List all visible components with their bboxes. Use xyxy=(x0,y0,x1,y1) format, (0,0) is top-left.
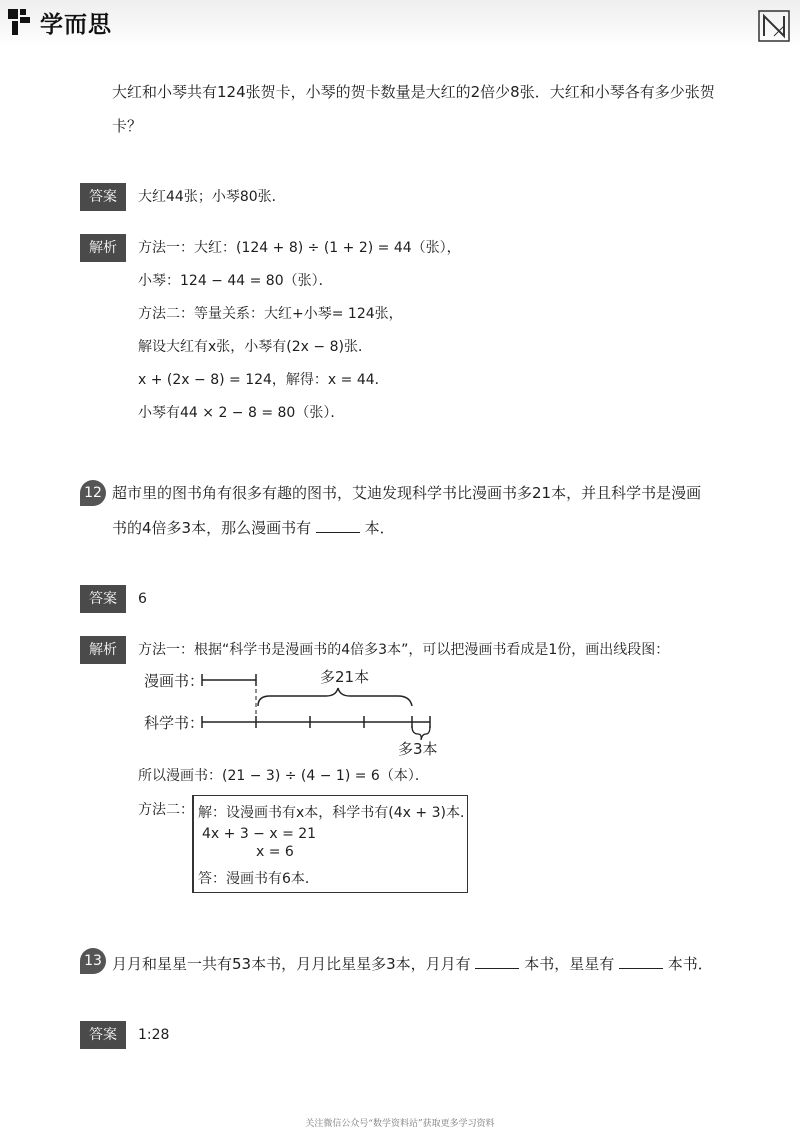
q12-so-line: 所以漫画书：(21 − 3) ÷ (4 − 1) = 6（本）． xyxy=(138,768,429,784)
solution-line: 答：漫画书有6本． xyxy=(198,871,319,887)
q13-answer: 1:28 xyxy=(138,1027,170,1043)
solution-line: 4x + 3 − x = 21 xyxy=(202,826,317,842)
logo-mark-icon xyxy=(6,7,36,37)
q12-analysis-tag: 解析 xyxy=(80,636,126,664)
logo-text: 学而思 xyxy=(40,12,112,38)
q11-analysis-line: 小琴有44 × 2 − 8 = 80（张）． xyxy=(138,405,345,421)
q11-question-line1: 大红和小琴共有124张贺卡，小琴的贺卡数量是大红的2倍少8张．大红和小琴各有多少张贺 xyxy=(112,83,715,101)
diagram-label-more21: 多21本 xyxy=(320,668,370,686)
q13-answer-tag: 答案 xyxy=(80,1021,126,1049)
diagram-label-science: 科学书： xyxy=(144,714,205,732)
diagram-label-more3: 多3本 xyxy=(398,740,438,758)
q12-question-line2 xyxy=(112,516,395,538)
q12-question-line1: 超市里的图书角有很多有趣的图书，艾迪发现科学书比漫画书多21本，并且科学书是漫画 xyxy=(112,484,702,502)
diagram-label-comic: 漫画书： xyxy=(144,672,205,690)
q13-blank-2 xyxy=(619,952,663,969)
q13-question-text: 本书． xyxy=(667,955,713,973)
q12-number-badge: 12 xyxy=(80,480,106,506)
q13-number-badge: 13 xyxy=(80,948,106,974)
q12-answer: 6 xyxy=(138,591,147,607)
q11-analysis-line: 解设大红有x张，小琴有(2x − 8)张． xyxy=(138,339,372,355)
footer-note: 关注微信公众号“数学资料站”获取更多学习资料 xyxy=(305,1119,495,1129)
logo xyxy=(6,4,126,42)
q11-answer-tag: 答案 xyxy=(80,183,126,211)
solution-line: 解：设漫画书有x本，科学书有(4x + 3)本． xyxy=(198,805,474,821)
q11-question-line2: 卡？ xyxy=(112,117,143,135)
q12-question-text: 本． xyxy=(364,519,395,537)
q12-method2-label: 方法二： xyxy=(138,802,194,818)
q12-answer-blank xyxy=(316,516,360,533)
corner-logo-icon xyxy=(758,10,790,42)
q11-answer: 大红44张；小琴80张． xyxy=(138,189,286,205)
q12-question-text: 书的4倍多3本，那么漫画书有 xyxy=(112,519,312,537)
q11-analysis-line: 小琴：124 − 44 = 80（张）． xyxy=(138,273,333,289)
q13-question xyxy=(112,952,713,974)
q13-blank-1 xyxy=(475,952,519,969)
solution-box xyxy=(192,795,474,893)
q11-analysis-tag: 解析 xyxy=(80,234,126,262)
solution-line: x = 6 xyxy=(256,844,294,860)
q11-analysis-line: x + (2x − 8) = 124，解得：x = 44． xyxy=(138,372,389,388)
q11-analysis-line: 方法二：等量关系：大红+小琴= 124张， xyxy=(138,306,403,322)
q13-question-text: 月月和星星一共有53本书，月月比星星多3本，月月有 xyxy=(112,955,471,973)
q11-analysis-line: 方法一：大红：(124 + 8) ÷ (1 + 2) = 44（张）， xyxy=(138,240,461,256)
q13-question-text: 本书，星星有 xyxy=(524,955,615,973)
segment-diagram xyxy=(130,660,450,760)
q12-answer-tag: 答案 xyxy=(80,585,126,613)
q12-method1: 方法一：根据“科学书是漫画书的4倍多3本”，可以把漫画书看成是1份，画出线段图： xyxy=(138,642,670,658)
